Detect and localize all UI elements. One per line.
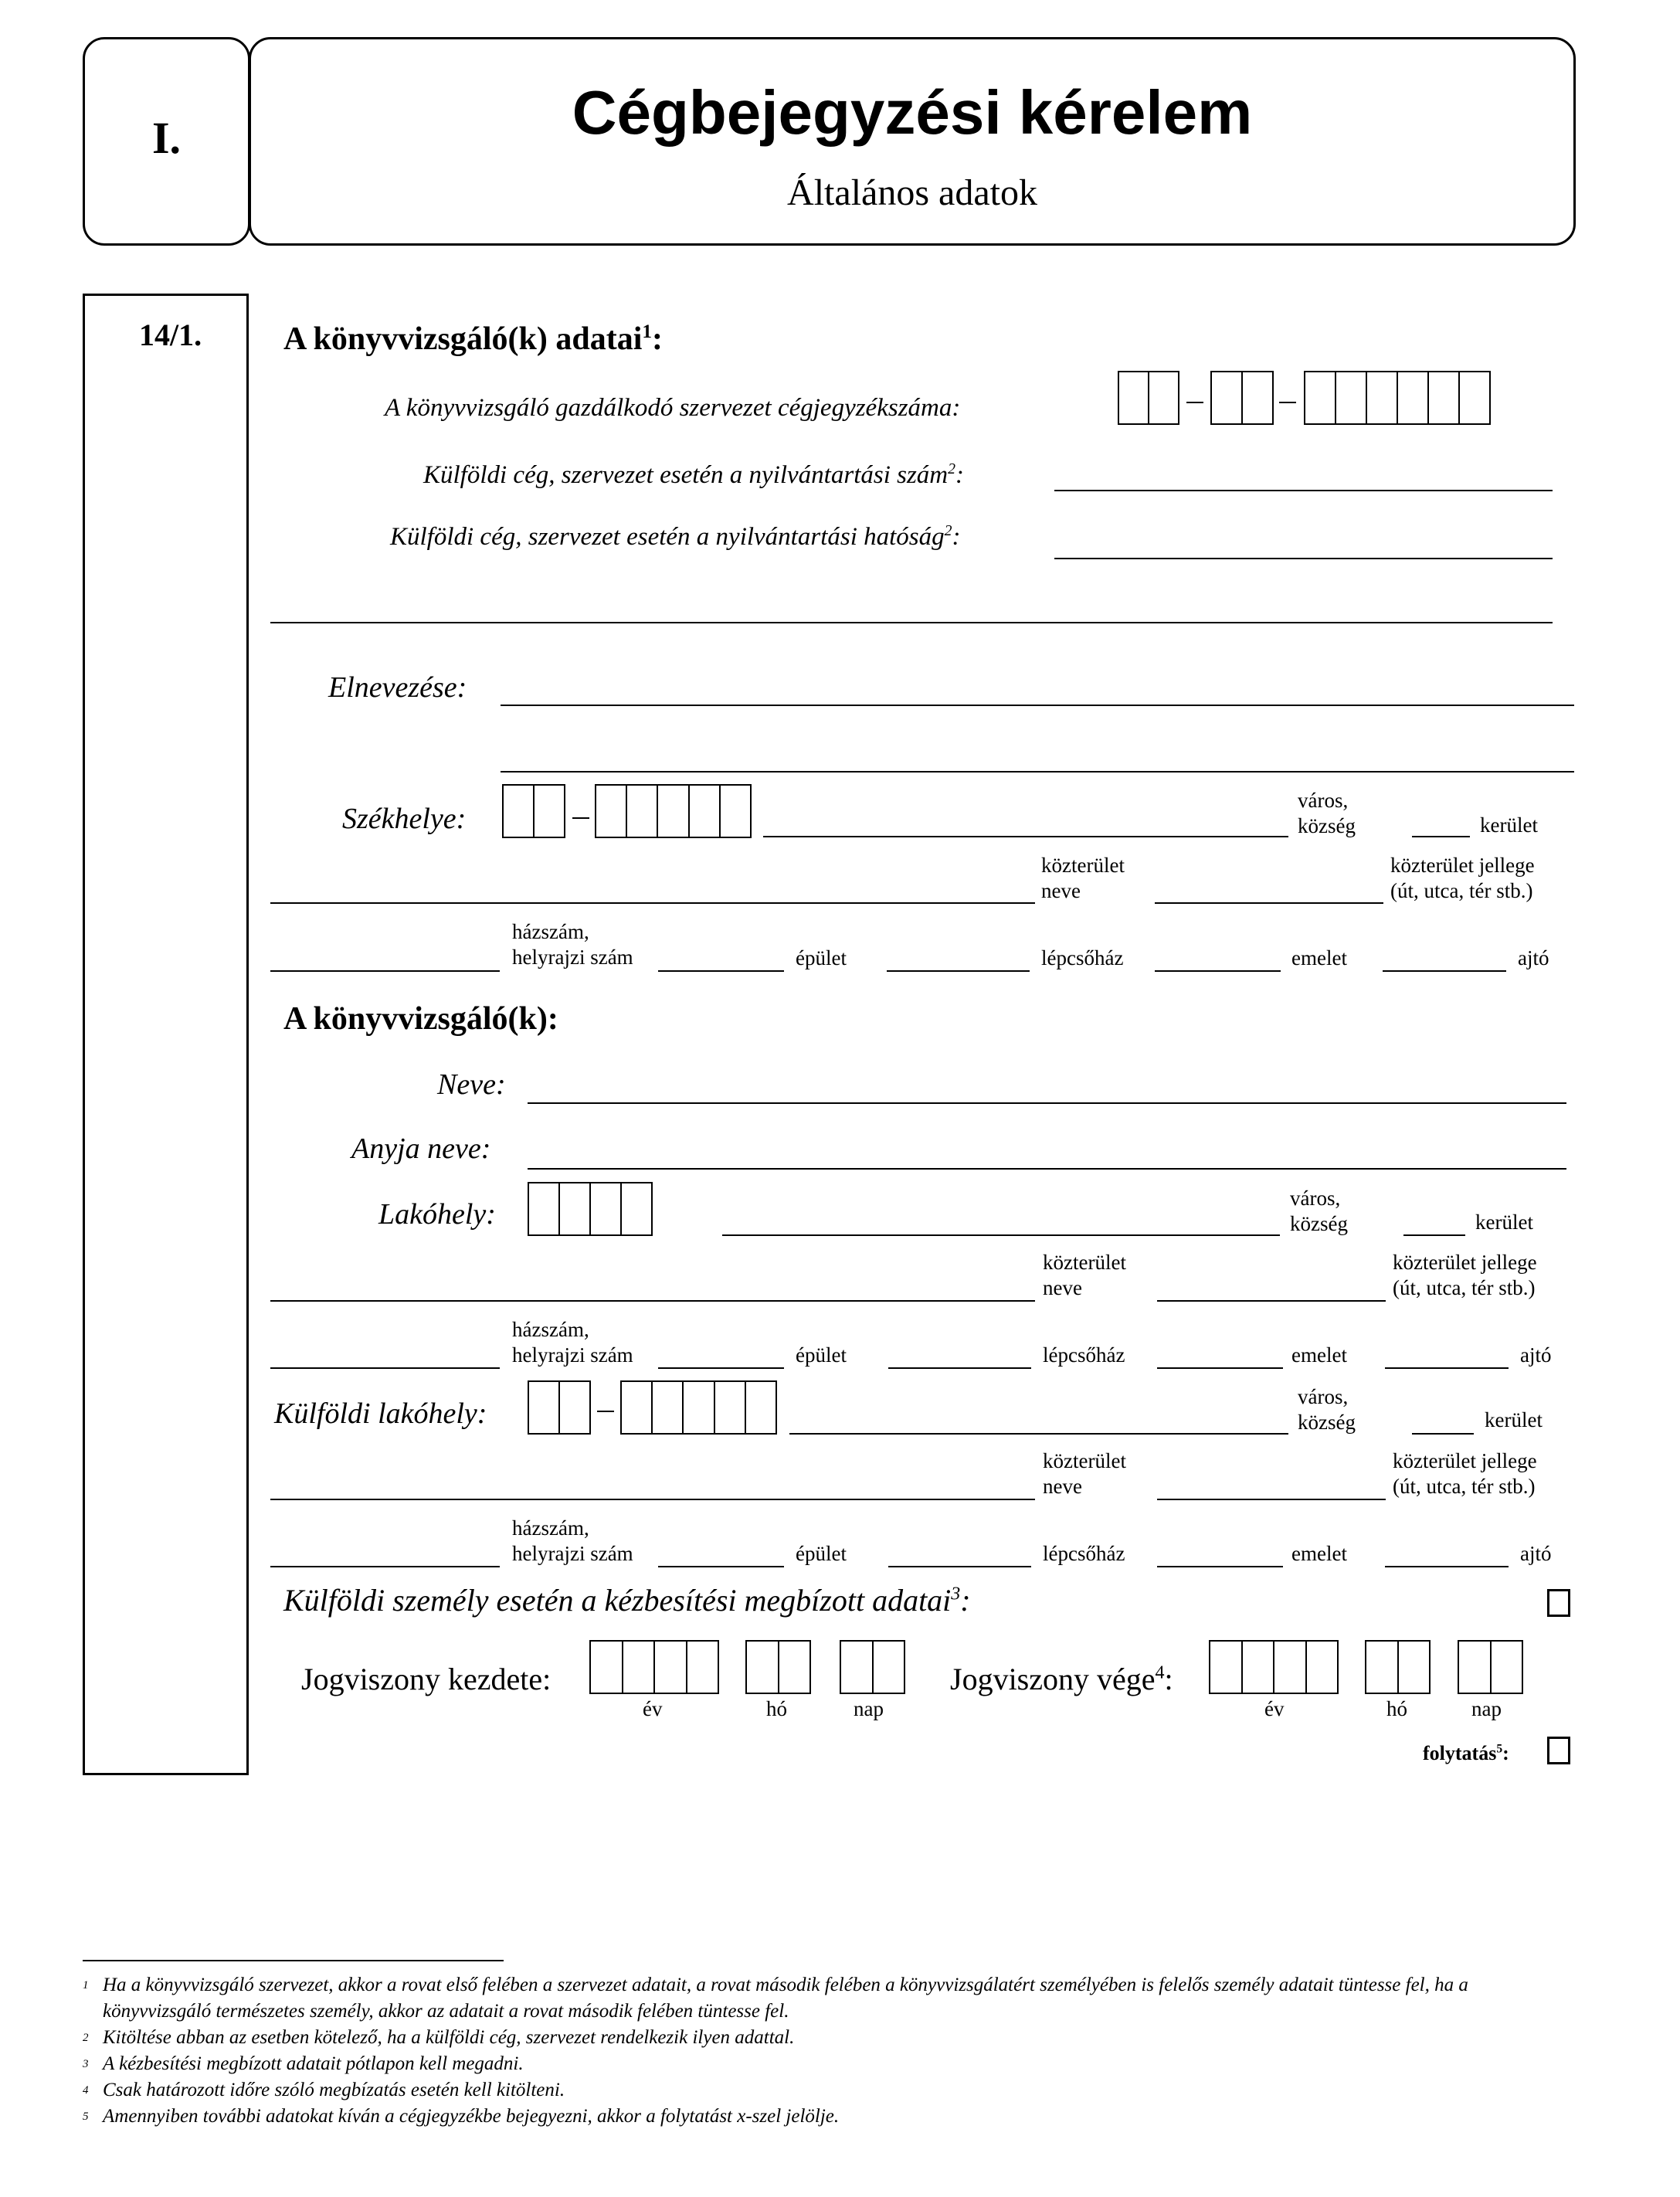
seat-label: Székhelye:	[342, 803, 467, 835]
footnote-5: 5 Amennyiben további adatokat kíván a cégjegyzékbe bejegyezni, akkor a folytatást x-szel jelölje.	[83, 2106, 840, 2127]
foreign-residence-street-name-field[interactable]	[270, 1499, 1035, 1500]
footnotes	[83, 1972, 1535, 2130]
continuation-checkbox[interactable]	[1547, 1737, 1570, 1764]
section-code: 14/1.	[139, 317, 202, 352]
foreign-residence-city-field[interactable]	[789, 1433, 1288, 1435]
foreign-residence-street-type-field[interactable]	[1157, 1499, 1386, 1500]
residence-city-field[interactable]	[722, 1234, 1280, 1236]
seat-door-field[interactable]	[1383, 970, 1506, 972]
end-day-label: nap	[1471, 1697, 1502, 1720]
footnote-3: 3 A kézbesítési megbízott adatait pótlapon kell megadni.	[83, 2053, 524, 2074]
footnote-4: 4 Csak határozott időre szóló megbízatás esetén kell kitölteni.	[83, 2080, 565, 2100]
company-reg-type-cells[interactable]	[1210, 371, 1274, 425]
auditor-heading: A könyvvizsgáló(k):	[283, 1001, 558, 1037]
postcode-separator	[572, 817, 589, 819]
seat-building-label: épület	[796, 946, 847, 969]
company-name-field-line2[interactable]	[501, 771, 1574, 773]
foreign-residence-city-label: város, község	[1298, 1385, 1356, 1434]
seat-building-field[interactable]	[658, 970, 784, 972]
end-year-label: év	[1264, 1697, 1285, 1720]
residence-floor-label: emelet	[1291, 1343, 1347, 1367]
section-number: I.	[151, 113, 182, 163]
residence-street-type-field[interactable]	[1157, 1300, 1386, 1302]
foreign-residence-floor-label: emelet	[1291, 1542, 1347, 1565]
company-reg-serial-cells[interactable]	[1304, 371, 1491, 425]
seat-house-number-label: házszám, helyrajzi szám	[512, 920, 633, 969]
foreign-residence-building-field[interactable]	[658, 1566, 784, 1567]
residence-floor-field[interactable]	[1157, 1367, 1283, 1369]
seat-door-label: ajtó	[1518, 946, 1549, 969]
mother-name-label: Anyja neve:	[351, 1132, 491, 1165]
page-subtitle: Általános adatok	[787, 172, 1037, 213]
residence-street-type-label: közterület jellege (út, utca, tér stb.)	[1393, 1251, 1537, 1299]
foreign-residence-district-field[interactable]	[1412, 1433, 1474, 1435]
company-reg-label: A könyvvizsgáló gazdálkodó szervezet cégjegyzékszáma:	[385, 394, 961, 422]
foreign-reg-number-label: Külföldi cég, szervezet esetén a nyilvántartási szám$^2$:	[423, 460, 965, 489]
foreign-residence-building-label: épület	[796, 1542, 847, 1565]
foreign-authority-field-line2[interactable]	[270, 622, 1553, 623]
foreign-residence-door-field[interactable]	[1385, 1566, 1509, 1567]
foreign-residence-label: Külföldi lakóhely:	[274, 1397, 487, 1430]
postcode-separator	[597, 1411, 614, 1412]
reg-separator	[1186, 402, 1203, 403]
footnote-1: 1 Ha a könyvvizsgáló szervezet, akkor a rovat első felében a szervezet adatait, a rovat második felében a könyvvizsgálatért személyében is felelős személy adatait tüntesse fel, ha a könyvvizsgáló természetes személy, akkor az adatait a rovat második felében tüntesse fel.	[83, 1975, 1468, 2022]
seat-city-field[interactable]	[763, 836, 1288, 837]
seat-district-field[interactable]	[1412, 836, 1470, 837]
start-month-cells[interactable]	[745, 1640, 811, 1694]
start-year-label: év	[643, 1697, 663, 1720]
residence-street-name-label: közterület neve	[1043, 1251, 1126, 1299]
residence-district-label: kerület	[1475, 1211, 1533, 1234]
start-year-cells[interactable]	[589, 1640, 719, 1694]
residence-house-number-field[interactable]	[270, 1367, 500, 1369]
person-name-label: Neve:	[437, 1068, 506, 1101]
foreign-authority-field[interactable]	[1054, 558, 1553, 559]
seat-district-label: kerület	[1480, 813, 1538, 837]
start-month-label: hó	[766, 1697, 787, 1720]
seat-country-cells[interactable]	[502, 784, 565, 838]
foreign-residence-country-cells[interactable]	[528, 1380, 591, 1435]
foreign-residence-house-number-label: házszám, helyrajzi szám	[512, 1516, 633, 1565]
seat-street-type-label: közterület jellege (út, utca, tér stb.)	[1390, 854, 1535, 902]
foreign-reg-number-field[interactable]	[1054, 490, 1553, 491]
foreign-residence-house-number-field[interactable]	[270, 1566, 500, 1567]
end-day-cells[interactable]	[1458, 1640, 1523, 1694]
residence-building-label: épület	[796, 1343, 847, 1367]
foreign-residence-staircase-field[interactable]	[888, 1566, 1031, 1567]
foreign-residence-district-label: kerület	[1485, 1408, 1543, 1431]
delivery-agent-checkbox[interactable]	[1547, 1589, 1570, 1617]
mother-name-field[interactable]	[528, 1168, 1566, 1170]
seat-street-name-field[interactable]	[270, 902, 1035, 904]
foreign-residence-street-name-label: közterület neve	[1043, 1449, 1126, 1498]
section-heading: A könyvvizsgáló(k) adatai$^1$:	[283, 321, 663, 357]
reg-separator	[1279, 402, 1296, 403]
section-code-column	[83, 294, 249, 1775]
person-name-field[interactable]	[528, 1102, 1566, 1104]
end-month-label: hó	[1386, 1697, 1407, 1720]
continuation-label: folytatás$^5$:	[1423, 1742, 1509, 1764]
seat-street-name-label: közterület neve	[1041, 854, 1125, 902]
start-date-label: Jogviszony kezdete:	[301, 1662, 552, 1696]
end-year-cells[interactable]	[1209, 1640, 1339, 1694]
foreign-authority-label: Külföldi cég, szervezet esetén a nyilvántartási hatóság$^2$:	[390, 522, 961, 551]
residence-building-field[interactable]	[658, 1367, 784, 1369]
seat-house-number-field[interactable]	[270, 970, 500, 972]
seat-staircase-label: lépcsőház	[1041, 946, 1124, 969]
residence-staircase-label: lépcsőház	[1043, 1343, 1125, 1367]
company-reg-court-cells[interactable]	[1118, 371, 1179, 425]
residence-staircase-field[interactable]	[888, 1367, 1031, 1369]
page-title: Cégbejegyzési kérelem	[572, 78, 1253, 147]
delivery-agent-label: Külföldi személy esetén a kézbesítési megbízott adatai$^3$:	[283, 1583, 971, 1618]
residence-door-label: ajtó	[1520, 1343, 1552, 1367]
start-day-label: nap	[854, 1697, 884, 1720]
residence-door-field[interactable]	[1385, 1367, 1509, 1369]
foreign-residence-door-label: ajtó	[1520, 1542, 1552, 1565]
footnote-divider	[83, 1960, 504, 1961]
footnote-2: 2 Kitöltése abban az esetben kötelező, ha a külföldi cég, szervezet rendelkezik ilyen adattal.	[83, 2027, 795, 2048]
residence-postcode-cells[interactable]	[528, 1182, 653, 1236]
residence-house-number-label: házszám, helyrajzi szám	[512, 1318, 633, 1367]
seat-postcode-cells[interactable]	[595, 784, 752, 838]
end-date-label: Jogviszony vége$^4$:	[950, 1662, 1173, 1696]
foreign-residence-postcode-cells[interactable]	[620, 1380, 777, 1435]
start-day-cells[interactable]	[840, 1640, 905, 1694]
seat-street-type-field[interactable]	[1155, 902, 1383, 904]
foreign-residence-street-type-label: közterület jellege (út, utca, tér stb.)	[1393, 1449, 1537, 1498]
residence-label: Lakóhely:	[378, 1198, 496, 1231]
residence-city-label: város, község	[1290, 1187, 1348, 1235]
seat-floor-label: emelet	[1291, 946, 1347, 969]
foreign-residence-floor-field[interactable]	[1157, 1566, 1283, 1567]
seat-floor-field[interactable]	[1155, 970, 1281, 972]
residence-district-field[interactable]	[1403, 1234, 1465, 1236]
seat-city-label: város, község	[1298, 789, 1356, 837]
seat-staircase-field[interactable]	[887, 970, 1030, 972]
foreign-residence-staircase-label: lépcsőház	[1043, 1542, 1125, 1565]
end-month-cells[interactable]	[1365, 1640, 1431, 1694]
residence-street-name-field[interactable]	[270, 1300, 1035, 1302]
company-name-label: Elnevezése:	[328, 671, 467, 704]
company-name-field[interactable]	[501, 705, 1574, 706]
